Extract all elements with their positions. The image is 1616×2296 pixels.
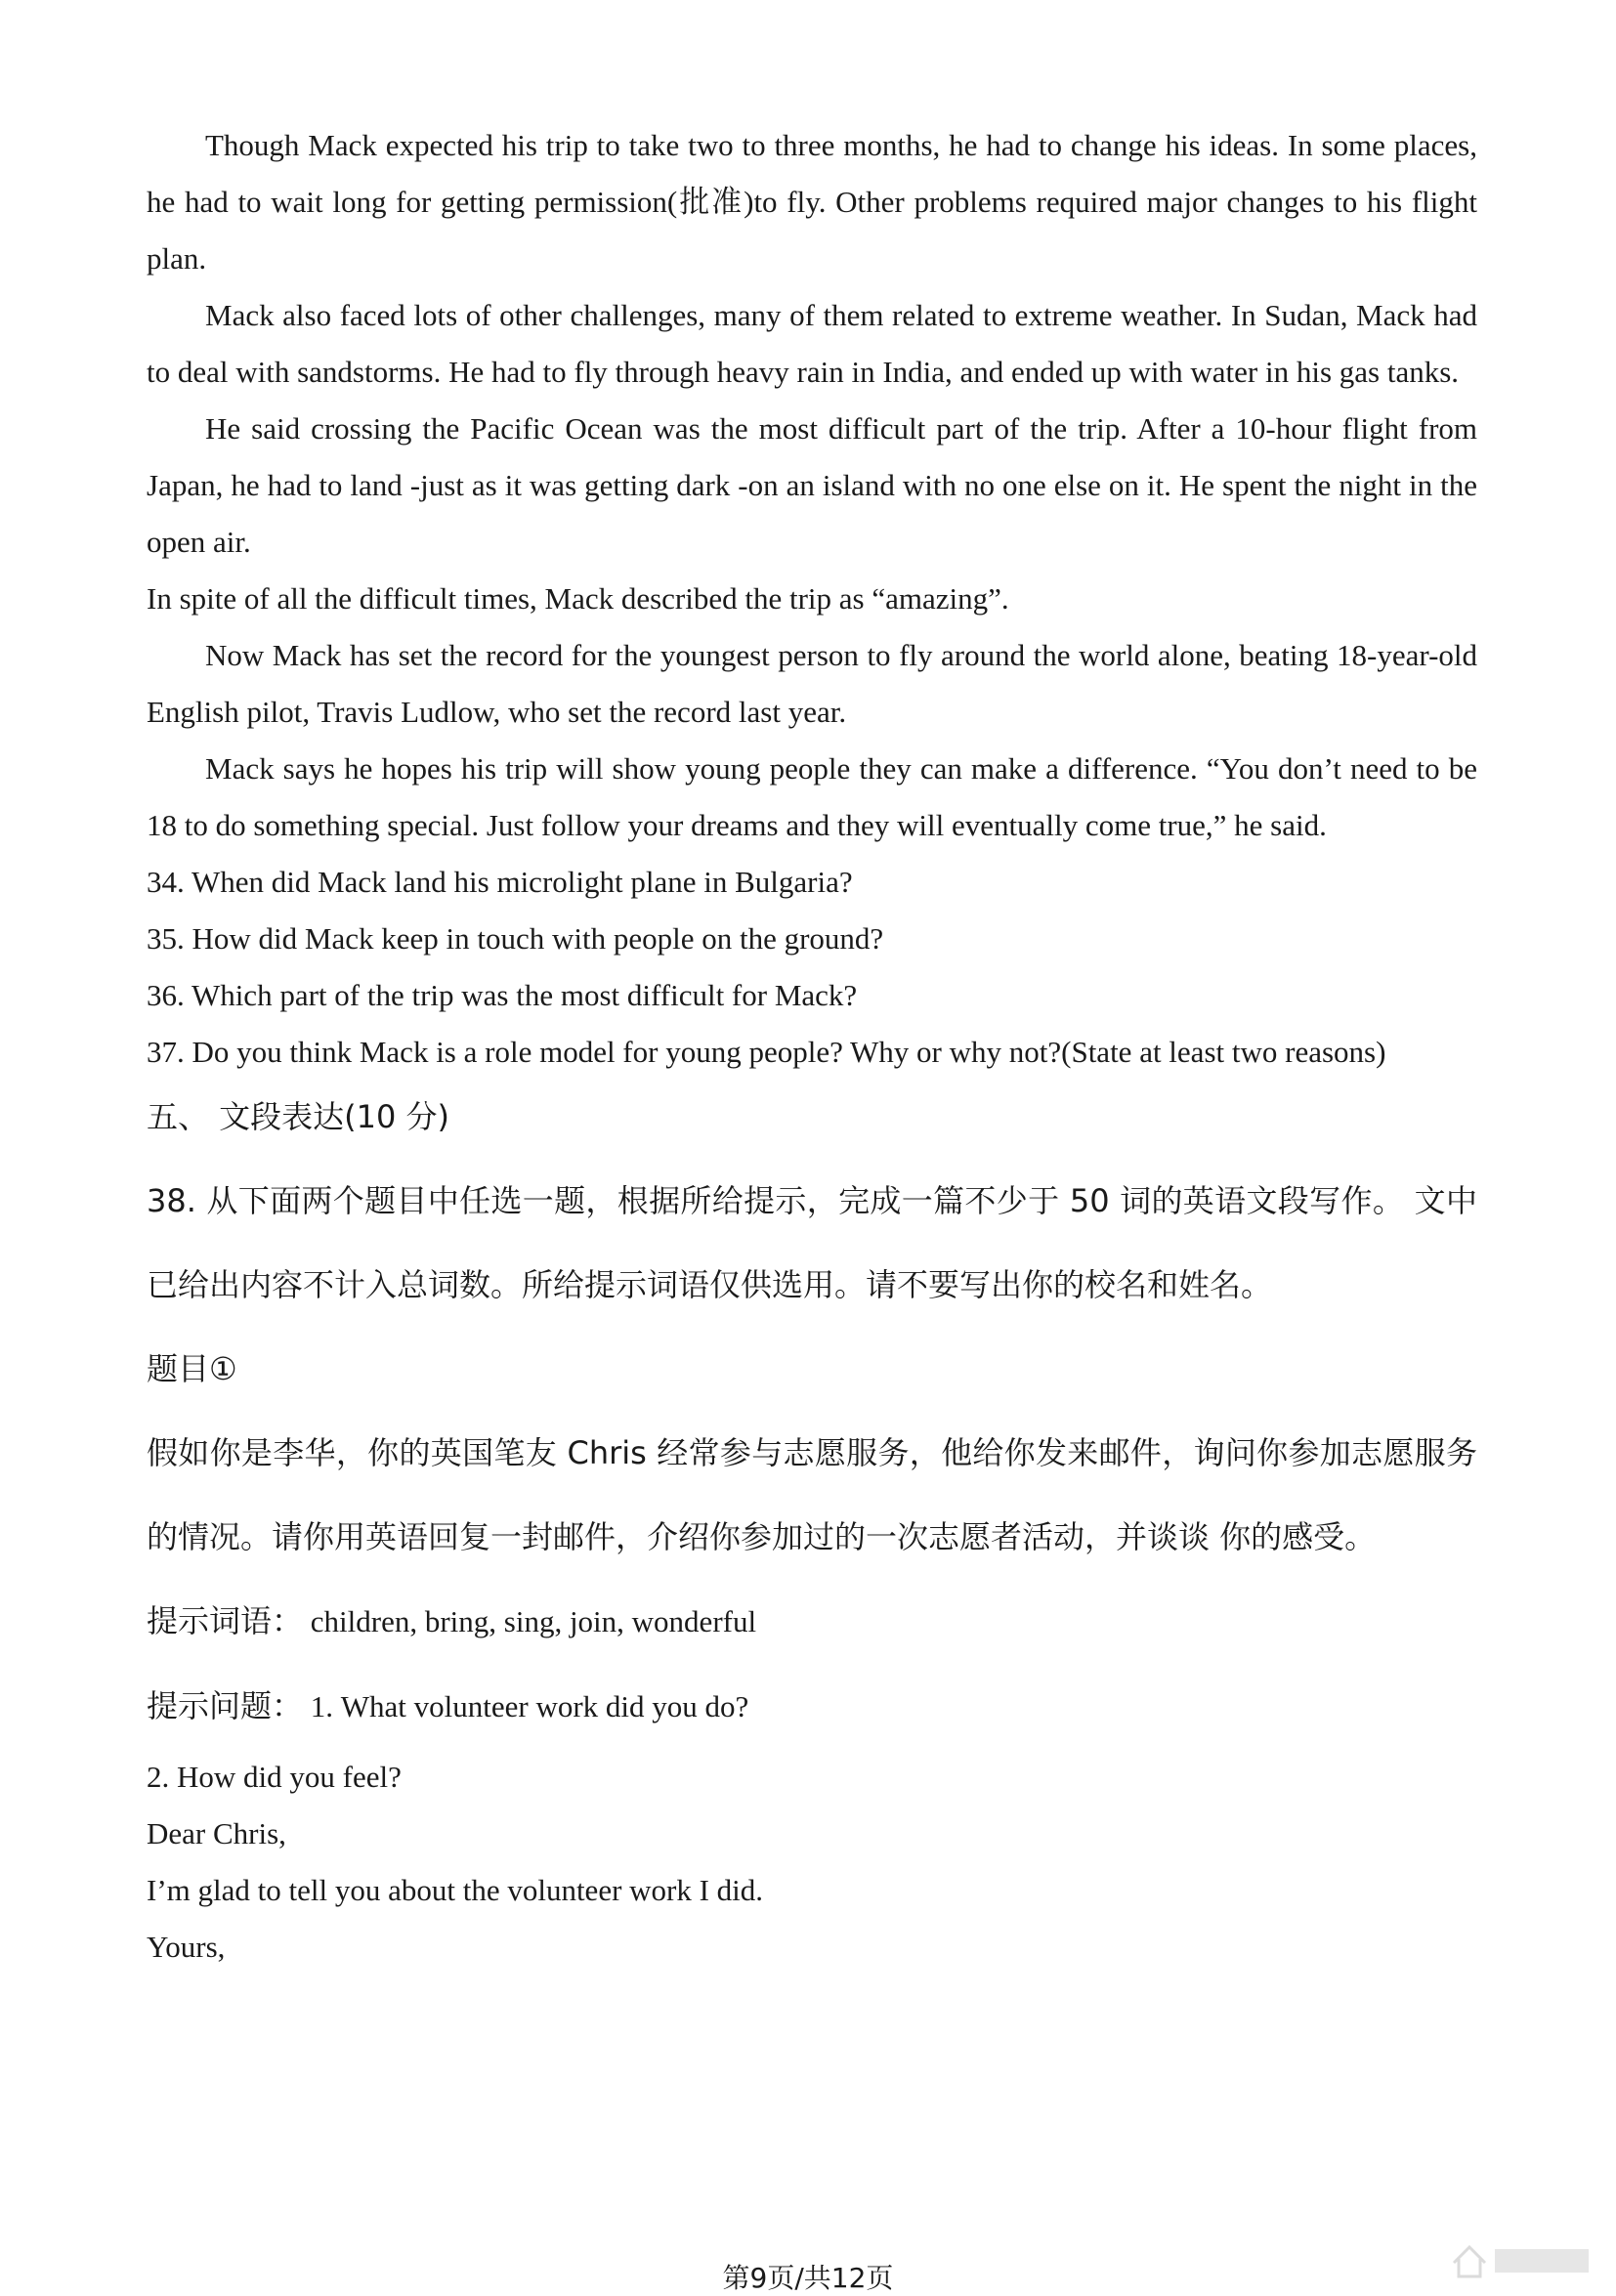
hint-question-1: 1. What volunteer work did you do? [310,1689,749,1723]
letter-greeting: Dear Chris, [147,1816,286,1850]
hint-questions-label: 提示问题： [147,1687,304,1724]
section-heading: 五、 文段表达(10 分) [147,1098,450,1135]
letter-closing: Yours, [147,1930,226,1964]
hint-words: children, bring, sing, join, wonderful [310,1604,757,1638]
writing-instruction: 38. 从下面两个题目中任选一题，根据所给提示，完成一篇不少于 50 词的英语文段写作。 文中已给出内容不计入总词数。所给提示词语仅供选用。请不要写出你的校名和姓名。 [147,1182,1477,1303]
topic-text: 假如你是李华，你的英国笔友 Chris 经常参与志愿服务，他给你发来邮件，询问你参加志愿服务的情况。请你用英语回复一封邮件，介绍你参加过的一次志愿者活动，并谈谈 你的感受。 [147,1434,1477,1555]
question-37: 37. Do you think Mack is a role model for young people? Why or why not?(State at least two reasons) [147,1035,1386,1069]
hint-words-label: 提示词语： [147,1602,304,1639]
letter-opening: I’m glad to tell you about the volunteer work I did. [147,1873,764,1907]
passage-paragraph-1: Though Mack expected his trip to take two to three months, he had to change his ideas. In some places, he had to wait long for getting permission(批准)to fly. Other problems required major changes to his flight plan. [147,128,1477,276]
passage-paragraph-6: Mack says he hopes his trip will show young people they can make a difference. “You don’t need to be 18 to do something special. Just follow your dreams and they will eventually come true,” he said. [147,751,1477,842]
page-number: 第9页/共12页 [722,2262,894,2294]
passage-paragraph-3: He said crossing the Pacific Ocean was the most difficult part of the trip. After a 10-hour flight from Japan, he had to land -just as it was getting dark -on an island with no one else on it. He spent the night in the open air. [147,411,1477,559]
passage-paragraph-2: Mack also faced lots of other challenges, many of them related to extreme weather. In Sudan, Mack had to deal with sandstorms. He had to fly through heavy rain in India, and ended up with water in his gas tanks. [147,298,1477,389]
question-35: 35. How did Mack keep in touch with people on the ground? [147,921,884,956]
hint-question-2: 2. How did you feel? [147,1760,402,1794]
question-34: 34. When did Mack land his microlight plane in Bulgaria? [147,865,853,899]
hint-questions-line [147,1664,1477,1749]
question-36: 36. Which part of the trip was the most difficult for Mack? [147,978,858,1012]
watermark-logo [1448,2237,1595,2282]
exam-page [147,117,1477,1976]
hint-words-line [147,1579,1477,1664]
topic-label: 题目① [147,1350,237,1387]
passage-paragraph-4: In spite of all the difficult times, Mack described the trip as “amazing”. [147,581,1009,616]
passage-paragraph-5: Now Mack has set the record for the youngest person to fly around the world alone, beating 18-year-old English pilot, Travis Ludlow, who set the record last year. [147,638,1477,729]
